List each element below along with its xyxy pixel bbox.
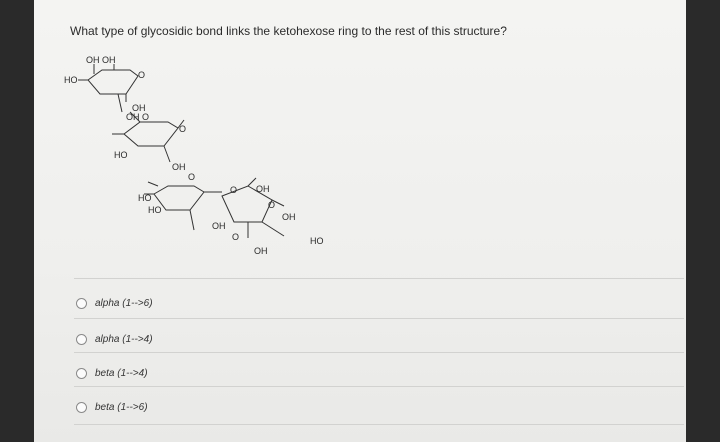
label-ring4-o: O <box>268 200 276 210</box>
label-ring3-o: O <box>230 185 238 195</box>
option-divider <box>74 386 684 387</box>
label-ring3-glyco-o: O <box>232 232 240 242</box>
label-ring3-ho-top: HO <box>138 193 152 203</box>
label-ring1-oh-oh: OH OH <box>86 55 116 65</box>
question-text: What type of glycosidic bond links the ketohexose ring to the rest of this structure? <box>70 24 507 38</box>
option-divider <box>74 424 684 425</box>
radio-alpha-1-4[interactable] <box>76 334 87 345</box>
label-ring2-ho: HO <box>114 150 128 160</box>
radio-beta-1-6[interactable] <box>76 402 87 413</box>
label-ring4-oh-top: OH <box>256 184 270 194</box>
option-label: alpha (1-->6) <box>95 297 153 309</box>
label-ring3-ho: HO <box>148 205 162 215</box>
oligosaccharide-structure <box>34 40 334 280</box>
option-alpha-1-4[interactable] <box>76 330 153 348</box>
label-ring2-oh: OH <box>172 162 186 172</box>
option-label: alpha (1-->4) <box>95 333 153 345</box>
option-label: beta (1-->4) <box>95 367 148 379</box>
label-ring1-ho: HO <box>64 75 78 85</box>
structure-svg <box>34 40 334 280</box>
option-divider <box>74 352 684 353</box>
label-ring2-o: O <box>179 124 187 134</box>
radio-beta-1-4[interactable] <box>76 368 87 379</box>
option-divider <box>74 318 684 319</box>
option-divider <box>74 278 684 279</box>
label-ring4-oh-right: OH <box>282 212 296 222</box>
label-ring1-oh-o: OH O <box>126 112 150 122</box>
option-beta-1-4[interactable] <box>76 364 148 382</box>
label-ring2-glyco-o: O <box>188 172 196 182</box>
label-ring4-oh-bottom: OH <box>254 246 268 256</box>
label-ring1-o: O <box>138 70 146 80</box>
question-page <box>34 0 686 442</box>
label-ring3-oh: OH <box>212 221 226 231</box>
option-label: beta (1-->6) <box>95 401 148 413</box>
label-ring4-ho: HO <box>310 236 324 246</box>
radio-alpha-1-6[interactable] <box>76 298 87 309</box>
option-beta-1-6[interactable] <box>76 398 148 416</box>
option-alpha-1-6[interactable] <box>76 294 153 312</box>
label-ring1-oh: OH <box>132 103 146 113</box>
